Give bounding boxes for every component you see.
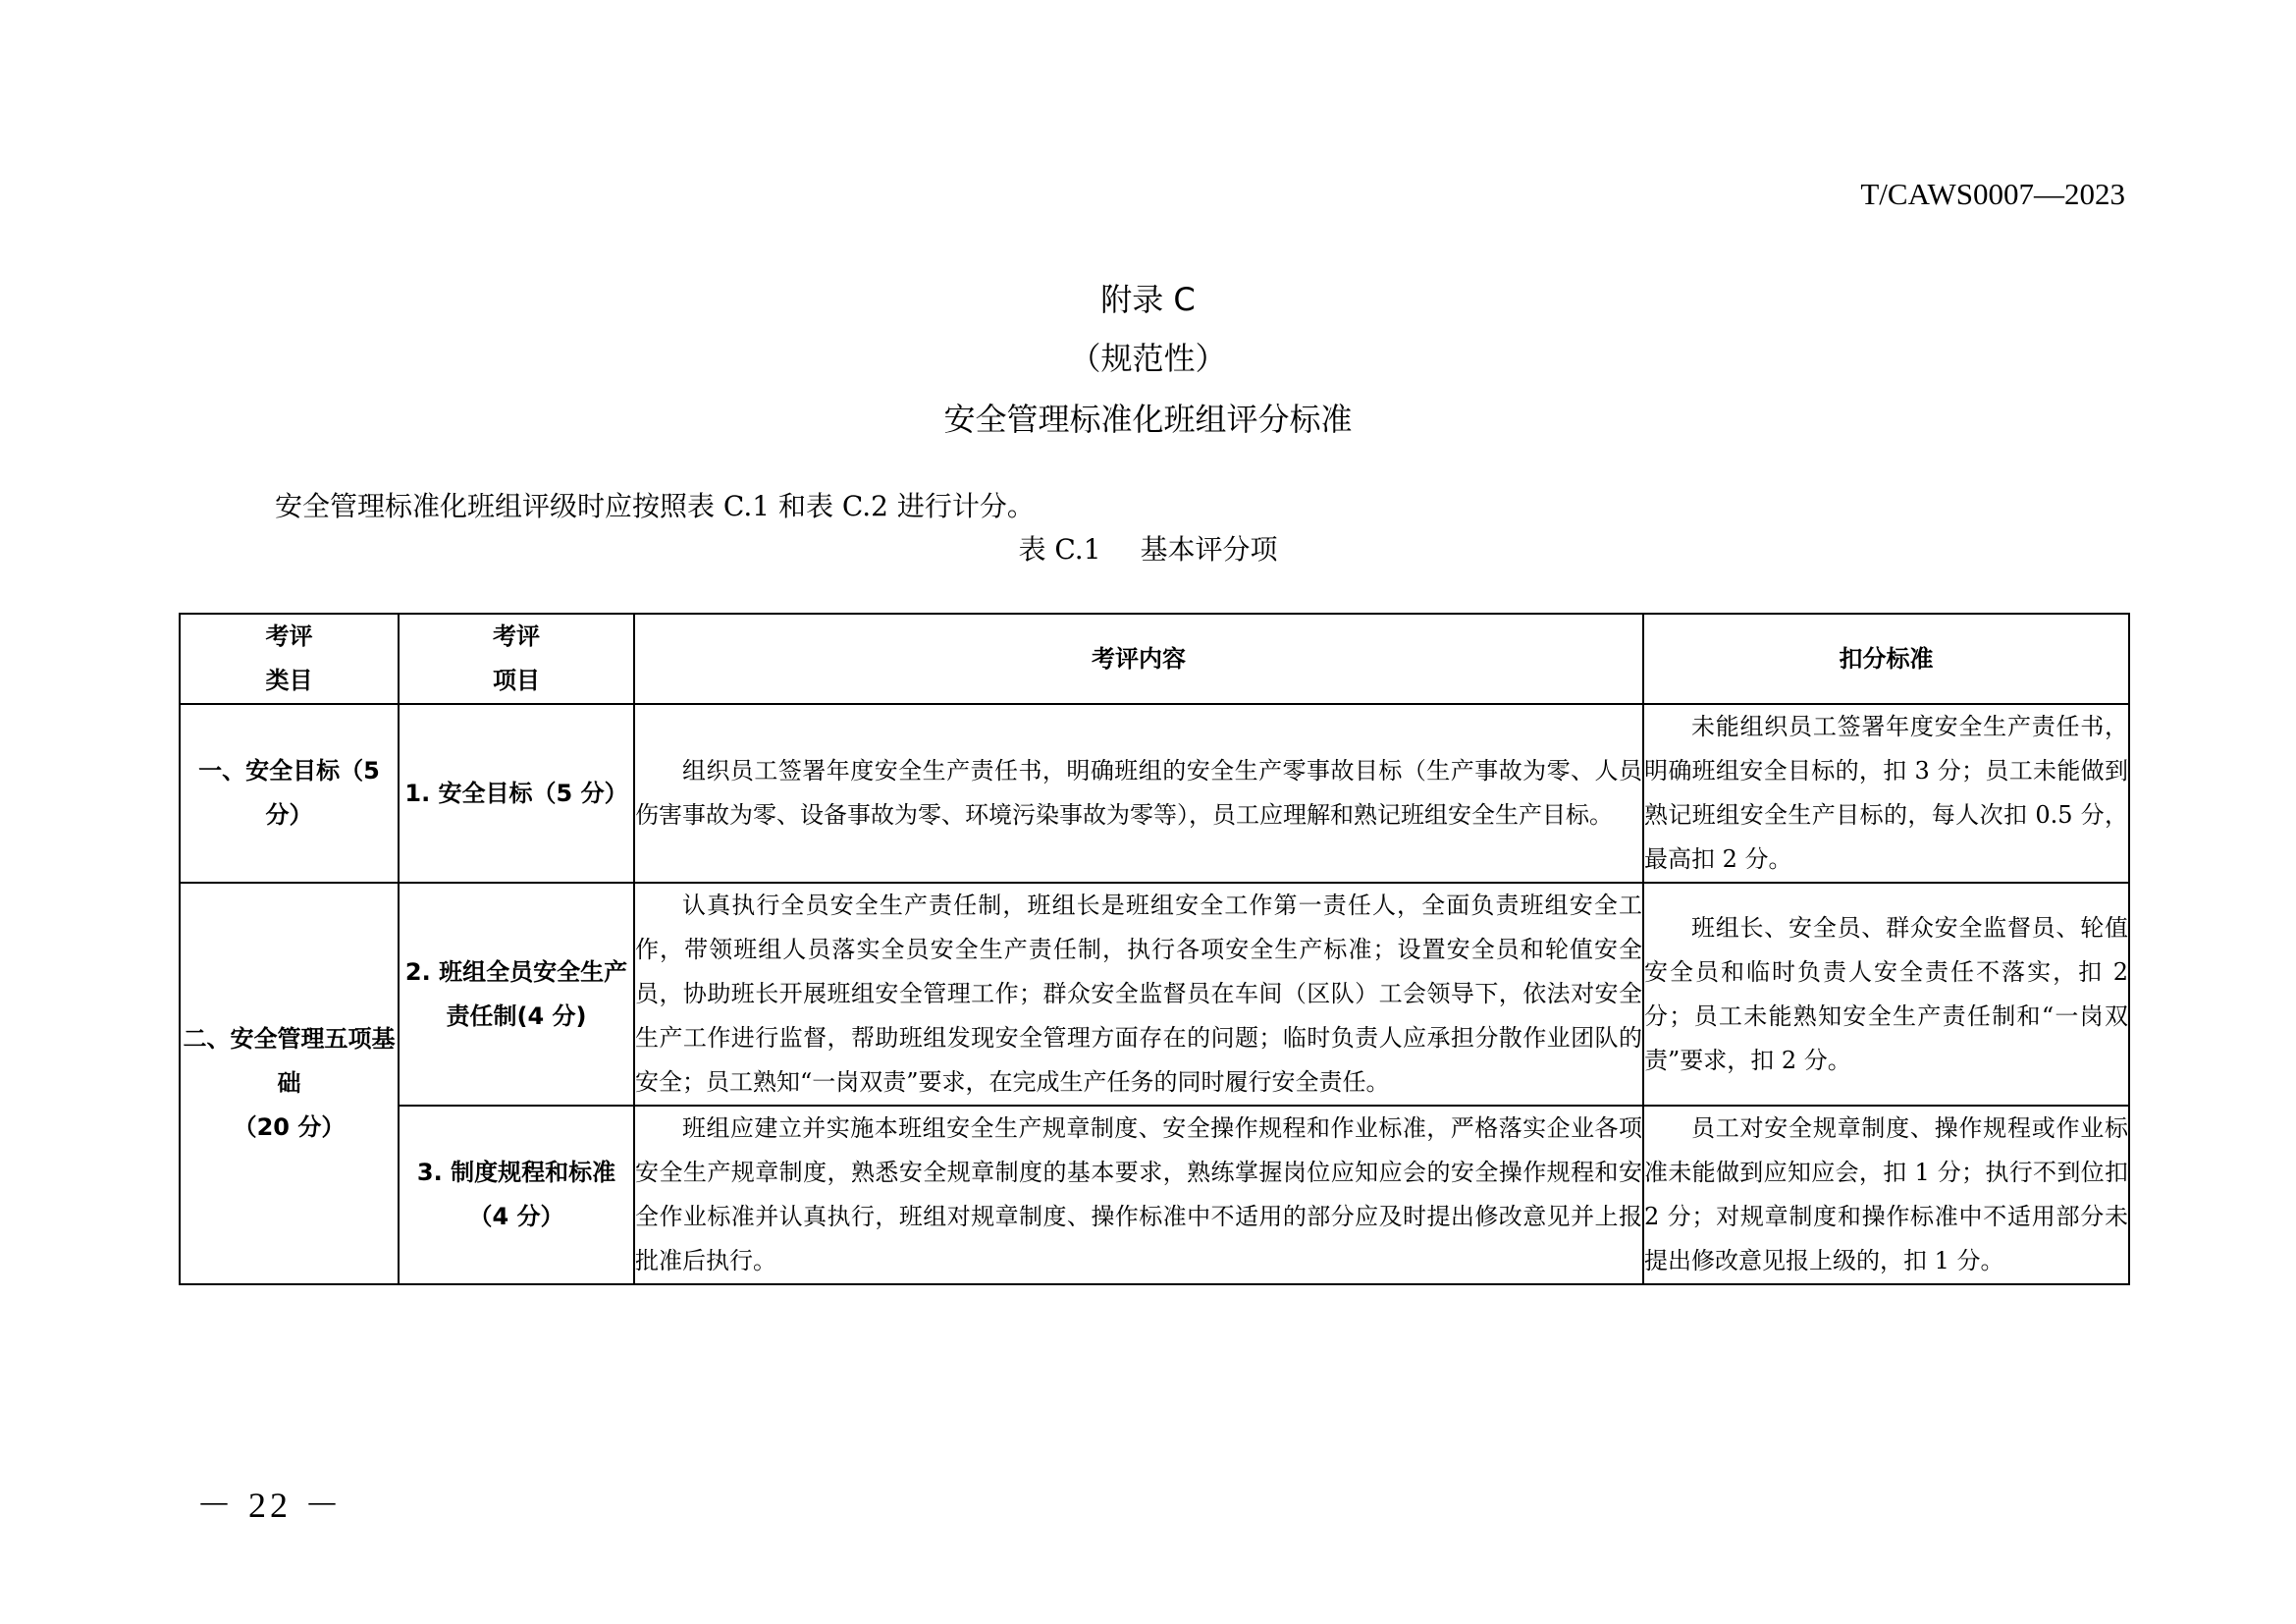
table-row	[180, 1106, 2129, 1284]
row-category	[180, 883, 399, 1284]
document-code: T/CAWS0007—2023	[1860, 177, 2125, 211]
row-content: 认真执行全员安全生产责任制，班组长是班组安全工作第一责任人，全面负责班组安全工作，带领班组人员落实全员安全生产责任制，执行各项安全生产标准；设置安全员和轮值安全员，协助班长开展班组安全管理工作；群众安全监督员在车间（区队）工会领导下，依法对安全生产工作进行监督，帮助班组发现安全管理方面存在的问题；临时负责人应承担分散作业团队的安全；员工熟知“一岗双责”要求，在完成生产任务的同时履行安全责任。	[634, 883, 1643, 1106]
row-deduction: 员工对安全规章制度、操作规程或作业标准未能做到应知应会，扣 1 分；执行不到位扣 2 分；对规章制度和操作标准中不适用部分未提出修改意见报上级的，扣 1 分。	[1643, 1106, 2129, 1284]
row-deduction: 班组长、安全员、群众安全监督员、轮值安全员和临时负责人安全责任不落实，扣 2 分；员工未能熟知安全生产责任制和“一岗双责”要求，扣 2 分。	[1643, 883, 2129, 1106]
intro-paragraph: 安全管理标准化班组评级时应按照表 C.1 和表 C.2 进行计分。	[275, 490, 1035, 522]
header-content: 考评内容	[634, 614, 1643, 704]
header-item-line1: 考评	[493, 623, 540, 650]
table-header-row	[180, 614, 2129, 704]
header-item	[399, 614, 634, 704]
header-category-line2: 类目	[265, 667, 313, 694]
scoring-table	[179, 613, 2130, 1285]
row-category-score: （20 分）	[233, 1113, 346, 1141]
table-caption-text: 基本评分项	[1140, 533, 1278, 566]
page-number: － 22 －	[196, 1486, 345, 1525]
appendix-label: 附录 C	[1100, 281, 1196, 318]
table-caption	[0, 528, 2296, 568]
table-row	[180, 883, 2129, 1106]
row-item: 2. 班组全员安全生产责任制(4 分)	[399, 883, 634, 1106]
appendix-type: （规范性）	[1069, 340, 1227, 377]
table-row	[180, 704, 2129, 883]
header-category-line1: 考评	[265, 623, 313, 650]
header-item-line2: 项目	[493, 667, 540, 694]
row-content: 班组应建立并实施本班组安全生产规章制度、安全操作规程和作业标准，严格落实企业各项安全生产规章制度，熟悉安全规章制度的基本要求，熟练掌握岗位应知应会的安全操作规程和安全作业标准并认真执行，班组对规章制度、操作标准中不适用的部分应及时提出修改意见并上报批准后执行。	[634, 1106, 1643, 1284]
row-item: 1. 安全目标（5 分）	[399, 704, 634, 883]
table-caption-label: 表 C.1	[1018, 533, 1101, 566]
header-deduction: 扣分标准	[1643, 614, 2129, 704]
row-deduction: 未能组织员工签署年度安全生产责任书，明确班组安全目标的，扣 3 分；员工未能做到熟记班组安全生产目标的，每人次扣 0.5 分，最高扣 2 分。	[1643, 704, 2129, 883]
row-category: 一、安全目标（5 分）	[180, 704, 399, 883]
header-category	[180, 614, 399, 704]
row-category-name: 二、安全管理五项基础	[183, 1025, 396, 1097]
appendix-title: 安全管理标准化班组评分标准	[943, 401, 1353, 438]
row-item: 3. 制度规程和标准（4 分）	[399, 1106, 634, 1284]
row-content: 组织员工签署年度安全生产责任书，明确班组的安全生产零事故目标（生产事故为零、人员伤害事故为零、设备事故为零、环境污染事故为零等），员工应理解和熟记班组安全生产目标。	[634, 704, 1643, 883]
